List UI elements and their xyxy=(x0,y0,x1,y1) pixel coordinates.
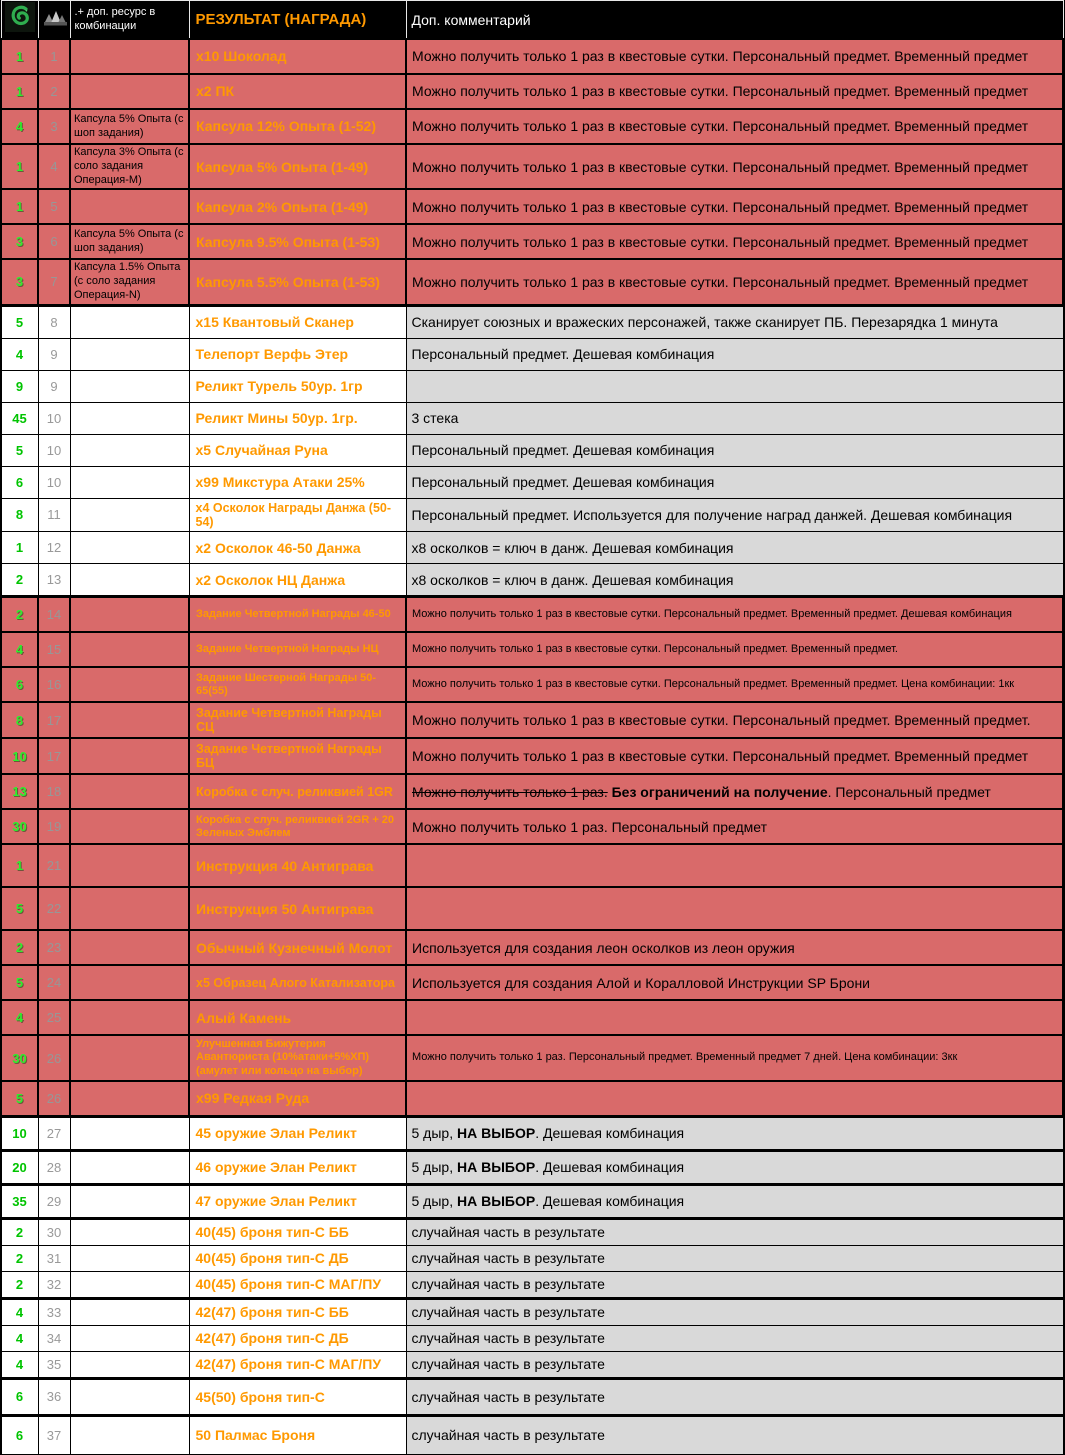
row-number-cell: 32 xyxy=(38,1271,70,1298)
count-cell: 4 xyxy=(1,632,38,667)
row-number-cell: 7 xyxy=(38,259,70,305)
resource-cell xyxy=(70,930,189,965)
row-number-cell: 18 xyxy=(38,774,70,809)
count-cell: 1 xyxy=(1,189,38,224)
count-cell: 35 xyxy=(1,1184,38,1218)
table-row xyxy=(1,224,1063,259)
comment-cell: Можно получить только 1 раз в квестовые сутки. Персональный предмет. Временный предмет xyxy=(406,189,1063,224)
table-row xyxy=(1,1415,1063,1454)
resource-cell xyxy=(70,39,189,74)
result-cell: 50 Палмас Броня xyxy=(189,1415,406,1454)
table-row xyxy=(1,930,1063,965)
count-cell: 4 xyxy=(1,1325,38,1351)
row-number-cell: 8 xyxy=(38,305,70,338)
comment-cell: Можно получить только 1 раз в квестовые сутки. Персональный предмет. Временный предмет. xyxy=(406,632,1063,667)
comment-text-segment: НА ВЫБОР xyxy=(456,1125,536,1142)
result-cell: Обычный Кузнечный Молот xyxy=(189,930,406,965)
comment-cell: случайная часть в результате xyxy=(406,1415,1063,1454)
count-cell: 1 xyxy=(1,144,38,189)
resource-cell xyxy=(70,564,189,597)
table-row xyxy=(1,738,1063,774)
comment-cell xyxy=(406,1081,1063,1117)
count-cell: 5 xyxy=(1,887,38,930)
resource-cell xyxy=(70,844,189,887)
comment-cell: Можно получить только 1 раз в квестовые сутки. Персональный предмет. Временный предмет xyxy=(406,109,1063,144)
green-emblem-icon xyxy=(5,19,35,36)
table-row xyxy=(1,702,1063,738)
resource-cell xyxy=(70,74,189,109)
count-cell: 1 xyxy=(1,74,38,109)
resource-cell xyxy=(70,1116,189,1150)
row-number-cell: 5 xyxy=(38,189,70,224)
comment-cell: Можно получить только 1 раз. Персональный предмет xyxy=(406,809,1063,844)
comment-cell xyxy=(406,1150,1063,1184)
table-row xyxy=(1,1245,1063,1271)
count-cell: 3 xyxy=(1,224,38,259)
result-cell: Телепорт Верфь Этер xyxy=(189,338,406,370)
table-row xyxy=(1,632,1063,667)
resource-cell xyxy=(70,402,189,434)
comment-text-segment: НА ВЫБОР xyxy=(456,1159,536,1176)
result-cell: х2 Осколок 46-50 Данжа xyxy=(189,532,406,564)
resource-cell xyxy=(70,702,189,738)
count-cell: 2 xyxy=(1,597,38,633)
row-number-cell: 16 xyxy=(38,667,70,702)
comment-cell: Можно получить только 1 раз в квестовые сутки. Персональный предмет. Временный предмет. xyxy=(406,702,1063,738)
comment-cell: случайная часть в результате xyxy=(406,1218,1063,1245)
result-cell: х2 ПК xyxy=(189,74,406,109)
result-cell: Капсула 9.5% Опыта (1-53) xyxy=(189,224,406,259)
result-cell: Инструкция 40 Антиграва xyxy=(189,844,406,887)
comment-cell: Можно получить только 1 раз. Персональный предмет. Временный предмет 7 дней. Цена комбинации: 3кк xyxy=(406,1035,1063,1081)
count-cell: 30 xyxy=(1,1035,38,1081)
comment-cell: случайная часть в результате xyxy=(406,1271,1063,1298)
row-number-cell: 28 xyxy=(38,1150,70,1184)
result-cell: 40(45) броня тип-С МАГ/ПУ xyxy=(189,1271,406,1298)
comment-text-segment: Без ограничений на получение xyxy=(611,783,828,800)
comment-text-segment: 5 дыр, xyxy=(411,1193,457,1210)
row-number-cell: 6 xyxy=(38,224,70,259)
result-cell: Капсула 5% Опыта (1-49) xyxy=(189,144,406,189)
table-row xyxy=(1,338,1063,370)
resource-cell xyxy=(70,597,189,633)
result-cell: Капсула 2% Опыта (1-49) xyxy=(189,189,406,224)
table-row xyxy=(1,434,1063,466)
result-cell: 42(47) броня тип-С ДБ xyxy=(189,1325,406,1351)
table-row xyxy=(1,402,1063,434)
resource-cell xyxy=(70,1351,189,1378)
resource-cell xyxy=(70,738,189,774)
comment-text-segment: НА ВЫБОР xyxy=(456,1193,536,1210)
row-number-cell: 10 xyxy=(38,402,70,434)
result-cell: 46 оружие Элан Реликт xyxy=(189,1150,406,1184)
table-row xyxy=(1,1150,1063,1184)
comment-cell: Используется для создания леон осколков из леон оружия xyxy=(406,930,1063,965)
row-number-cell: 17 xyxy=(38,702,70,738)
comment-cell xyxy=(406,887,1063,930)
count-cell: 10 xyxy=(1,1116,38,1150)
result-cell: х15 Квантовый Сканер xyxy=(189,305,406,338)
row-number-cell: 21 xyxy=(38,844,70,887)
header-count-icon-cell xyxy=(1,1,38,40)
table-row xyxy=(1,597,1063,633)
table-row xyxy=(1,39,1063,74)
count-cell: 8 xyxy=(1,702,38,738)
result-cell: Коробка с случ. реликвией 2GR + 20 Зеленых Эмблем xyxy=(189,809,406,844)
comment-text-segment: . Дешевая комбинация xyxy=(535,1159,685,1176)
table-row xyxy=(1,564,1063,597)
resource-cell xyxy=(70,305,189,338)
result-cell: 47 оружие Элан Реликт xyxy=(189,1184,406,1218)
result-cell: Задание Четвертной Награды 46-50 xyxy=(189,597,406,633)
header-resource-icon-cell xyxy=(38,1,70,40)
row-number-cell: 1 xyxy=(38,39,70,74)
comment-cell: х8 осколков = ключ в данж. Дешевая комбинация xyxy=(406,564,1063,597)
resource-cell xyxy=(70,774,189,809)
row-number-cell: 9 xyxy=(38,370,70,402)
resource-cell: Капсула 5% Опыта (с шоп задания) xyxy=(70,109,189,144)
table-row xyxy=(1,1218,1063,1245)
comment-cell: случайная часть в результате xyxy=(406,1245,1063,1271)
comment-cell: Персональный предмет. Дешевая комбинация xyxy=(406,434,1063,466)
count-cell: 2 xyxy=(1,1271,38,1298)
table-row xyxy=(1,259,1063,305)
count-cell: 5 xyxy=(1,1081,38,1117)
row-number-cell: 33 xyxy=(38,1298,70,1325)
result-cell: Инструкция 50 Антиграва xyxy=(189,887,406,930)
count-cell: 8 xyxy=(1,498,38,532)
count-cell: 9 xyxy=(1,370,38,402)
comment-cell xyxy=(406,1184,1063,1218)
count-cell: 4 xyxy=(1,109,38,144)
resource-cell xyxy=(70,632,189,667)
result-cell: x4 Осколок Награды Данжа (50-54) xyxy=(189,498,406,532)
result-cell: 42(47) броня тип-С ББ xyxy=(189,1298,406,1325)
count-cell: 10 xyxy=(1,738,38,774)
count-cell: 4 xyxy=(1,1298,38,1325)
resource-cell xyxy=(70,1218,189,1245)
result-cell: х99 Редкая Руда xyxy=(189,1081,406,1117)
comment-cell: Можно получить только 1 раз в квестовые сутки. Персональный предмет. Временный предмет xyxy=(406,259,1063,305)
row-number-cell: 25 xyxy=(38,1000,70,1035)
result-cell: 45 оружие Элан Реликт xyxy=(189,1116,406,1150)
count-cell: 13 xyxy=(1,774,38,809)
row-number-cell: 14 xyxy=(38,597,70,633)
count-cell: 2 xyxy=(1,564,38,597)
comment-cell: Можно получить только 1 раз в квестовые сутки. Персональный предмет. Временный предмет xyxy=(406,738,1063,774)
comment-cell: Персональный предмет. Дешевая комбинация xyxy=(406,466,1063,498)
count-cell: 45 xyxy=(1,402,38,434)
comment-cell: случайная часть в результате xyxy=(406,1298,1063,1325)
table-row xyxy=(1,1378,1063,1415)
count-cell: 5 xyxy=(1,965,38,1000)
row-number-cell: 29 xyxy=(38,1184,70,1218)
count-cell: 4 xyxy=(1,338,38,370)
result-cell: Коробка с случ. реликвией 1GR xyxy=(189,774,406,809)
resource-cell xyxy=(70,1150,189,1184)
table-row xyxy=(1,1271,1063,1298)
resource-cell xyxy=(70,189,189,224)
row-number-cell: 4 xyxy=(38,144,70,189)
count-cell: 6 xyxy=(1,1378,38,1415)
comment-cell: случайная часть в результате xyxy=(406,1351,1063,1378)
comment-text-segment: 5 дыр, xyxy=(411,1159,457,1176)
comment-cell: Можно получить только 1 раз в квестовые сутки. Персональный предмет. Временный предмет xyxy=(406,224,1063,259)
table-row xyxy=(1,466,1063,498)
row-number-cell: 35 xyxy=(38,1351,70,1378)
comment-cell: Можно получить только 1 раз в квестовые сутки. Персональный предмет. Временный предмет xyxy=(406,74,1063,109)
header-comment-column: Доп. комментарий xyxy=(406,1,1063,40)
comment-text-segment: 5 дыр, xyxy=(411,1125,457,1142)
resource-cell xyxy=(70,1415,189,1454)
comment-cell: 3 стека xyxy=(406,402,1063,434)
result-cell: х99 Микстура Атаки 25% xyxy=(189,466,406,498)
comment-cell: Используется для создания Алой и Коралловой Инструкции SP Брони xyxy=(406,965,1063,1000)
row-number-cell: 17 xyxy=(38,738,70,774)
comment-cell: х8 осколков = ключ в данж. Дешевая комбинация xyxy=(406,532,1063,564)
result-cell: Алый Камень xyxy=(189,1000,406,1035)
row-number-cell: 36 xyxy=(38,1378,70,1415)
row-number-cell: 15 xyxy=(38,632,70,667)
comment-cell xyxy=(406,844,1063,887)
result-cell: 45(50) броня тип-С xyxy=(189,1378,406,1415)
row-number-cell: 37 xyxy=(38,1415,70,1454)
result-cell: Задание Шестерной Награды 50-65(55) xyxy=(189,667,406,702)
result-cell: х10 Шоколад xyxy=(189,39,406,74)
result-cell: 40(45) броня тип-С ББ xyxy=(189,1218,406,1245)
table-row xyxy=(1,144,1063,189)
result-cell: Задание Четвертной Награды НЦ xyxy=(189,632,406,667)
count-cell: 4 xyxy=(1,1000,38,1035)
row-number-cell: 30 xyxy=(38,1218,70,1245)
result-cell: 42(47) броня тип-С МАГ/ПУ xyxy=(189,1351,406,1378)
resource-cell xyxy=(70,370,189,402)
row-number-cell: 12 xyxy=(38,532,70,564)
result-cell: Задание Четвертной Награды БЦ xyxy=(189,738,406,774)
table-row xyxy=(1,370,1063,402)
count-cell: 20 xyxy=(1,1150,38,1184)
resource-cell xyxy=(70,965,189,1000)
result-cell: Реликт Турель 50ур. 1гр xyxy=(189,370,406,402)
count-cell: 5 xyxy=(1,434,38,466)
comment-cell: Персональный предмет. Дешевая комбинация xyxy=(406,338,1063,370)
row-number-cell: 19 xyxy=(38,809,70,844)
resource-cell xyxy=(70,1184,189,1218)
count-cell: 1 xyxy=(1,844,38,887)
comment-cell: случайная часть в результате xyxy=(406,1325,1063,1351)
comment-cell xyxy=(406,1000,1063,1035)
count-cell: 1 xyxy=(1,39,38,74)
table-row xyxy=(1,844,1063,887)
row-number-cell: 10 xyxy=(38,434,70,466)
result-cell: Реликт Мины 50ур. 1гр. xyxy=(189,402,406,434)
resource-cell xyxy=(70,532,189,564)
table-row xyxy=(1,774,1063,809)
comment-text-segment: . Дешевая комбинация xyxy=(535,1125,685,1142)
table-row xyxy=(1,189,1063,224)
comment-text-segment: . Персональный предмет xyxy=(827,783,991,800)
comment-cell xyxy=(406,370,1063,402)
table-row xyxy=(1,74,1063,109)
resource-cell xyxy=(70,887,189,930)
comment-text-segment: Можно получить только 1 раз. xyxy=(412,783,608,800)
result-cell: Капсула 5.5% Опыта (1-53) xyxy=(189,259,406,305)
row-number-cell: 9 xyxy=(38,338,70,370)
resource-cell xyxy=(70,1325,189,1351)
header-result-column: РЕЗУЛЬТАТ (НАГРАДА) xyxy=(189,1,406,40)
row-number-cell: 24 xyxy=(38,965,70,1000)
resource-cell xyxy=(70,1271,189,1298)
result-cell: Задание Четвертной Награды СЦ xyxy=(189,702,406,738)
table-row xyxy=(1,1298,1063,1325)
header-row xyxy=(1,1,1063,40)
crystal-resource-icon xyxy=(40,19,70,36)
resource-cell: Капсула 3% Опыта (с соло задания Операция-М) xyxy=(70,144,189,189)
comment-cell: Можно получить только 1 раз в квестовые сутки. Персональный предмет. Временный предмет xyxy=(406,144,1063,189)
comment-cell: случайная часть в результате xyxy=(406,1378,1063,1415)
count-cell: 1 xyxy=(1,532,38,564)
row-number-cell: 22 xyxy=(38,887,70,930)
comment-cell: Можно получить только 1 раз в квестовые сутки. Персональный предмет. Временный предмет xyxy=(406,39,1063,74)
table-row xyxy=(1,667,1063,702)
comment-cell: Персональный предмет. Используется для получение наград данжей. Дешевая комбинация xyxy=(406,498,1063,532)
comment-cell: Можно получить только 1 раз в квестовые сутки. Персональный предмет. Временный предмет. Дешевая комбинация xyxy=(406,597,1063,633)
count-cell: 2 xyxy=(1,1218,38,1245)
count-cell: 2 xyxy=(1,1245,38,1271)
comment-cell: Сканирует союзных и вражеских персонажей, также сканирует ПБ. Перезарядка 1 минута xyxy=(406,305,1063,338)
resource-cell xyxy=(70,1245,189,1271)
row-number-cell: 2 xyxy=(38,74,70,109)
resource-cell: Капсула 1.5% Опыта (с соло задания Операция-N) xyxy=(70,259,189,305)
result-cell: х5 Случайная Руна xyxy=(189,434,406,466)
count-cell: 6 xyxy=(1,466,38,498)
row-number-cell: 3 xyxy=(38,109,70,144)
count-cell: 6 xyxy=(1,667,38,702)
row-number-cell: 27 xyxy=(38,1116,70,1150)
row-number-cell: 26 xyxy=(38,1081,70,1117)
comment-cell: Можно получить только 1 раз в квестовые сутки. Персональный предмет. Временный предмет. Цена комбинации: 1кк xyxy=(406,667,1063,702)
table-row xyxy=(1,1035,1063,1081)
resource-cell xyxy=(70,498,189,532)
table-row xyxy=(1,1325,1063,1351)
count-cell: 2 xyxy=(1,930,38,965)
table-row xyxy=(1,109,1063,144)
resource-cell xyxy=(70,434,189,466)
result-cell: х2 Осколок НЦ Данжа xyxy=(189,564,406,597)
table-row xyxy=(1,1116,1063,1150)
resource-cell xyxy=(70,1081,189,1117)
row-number-cell: 34 xyxy=(38,1325,70,1351)
resource-cell xyxy=(70,667,189,702)
table-row xyxy=(1,305,1063,338)
row-number-cell: 23 xyxy=(38,930,70,965)
table-row xyxy=(1,1184,1063,1218)
table-row xyxy=(1,1081,1063,1117)
row-number-cell: 11 xyxy=(38,498,70,532)
resource-cell xyxy=(70,1298,189,1325)
comment-cell xyxy=(406,1116,1063,1150)
table-row xyxy=(1,532,1063,564)
resource-cell xyxy=(70,1035,189,1081)
result-cell: 40(45) броня тип-С ДБ xyxy=(189,1245,406,1271)
table-row xyxy=(1,498,1063,532)
resource-cell xyxy=(70,338,189,370)
count-cell: 5 xyxy=(1,305,38,338)
count-cell: 6 xyxy=(1,1415,38,1454)
resource-cell xyxy=(70,466,189,498)
resource-cell xyxy=(70,1378,189,1415)
count-cell: 3 xyxy=(1,259,38,305)
count-cell: 4 xyxy=(1,1351,38,1378)
table-row xyxy=(1,887,1063,930)
table-row xyxy=(1,1351,1063,1378)
row-number-cell: 31 xyxy=(38,1245,70,1271)
row-number-cell: 13 xyxy=(38,564,70,597)
result-cell: Улучшенная Бижутерия Авантюриста (10%атаки+5%ХП)(амулет или кольцо на выбор) xyxy=(189,1035,406,1081)
resource-cell xyxy=(70,1000,189,1035)
row-number-cell: 26 xyxy=(38,1035,70,1081)
result-cell: Капсула 12% Опыта (1-52) xyxy=(189,109,406,144)
resource-cell xyxy=(70,809,189,844)
count-cell: 30 xyxy=(1,809,38,844)
row-number-cell: 10 xyxy=(38,466,70,498)
comment-text-segment: . Дешевая комбинация xyxy=(535,1193,685,1210)
result-cell: х5 Образец Алого Катализатора xyxy=(189,965,406,1000)
resource-cell: Капсула 5% Опыта (с шоп задания) xyxy=(70,224,189,259)
table-row xyxy=(1,809,1063,844)
table-row xyxy=(1,1000,1063,1035)
comment-cell xyxy=(406,774,1063,809)
table-body xyxy=(1,39,1063,1454)
header-resource-column: .+ доп. ресурс в комбинации xyxy=(70,1,189,40)
table-row xyxy=(1,965,1063,1000)
